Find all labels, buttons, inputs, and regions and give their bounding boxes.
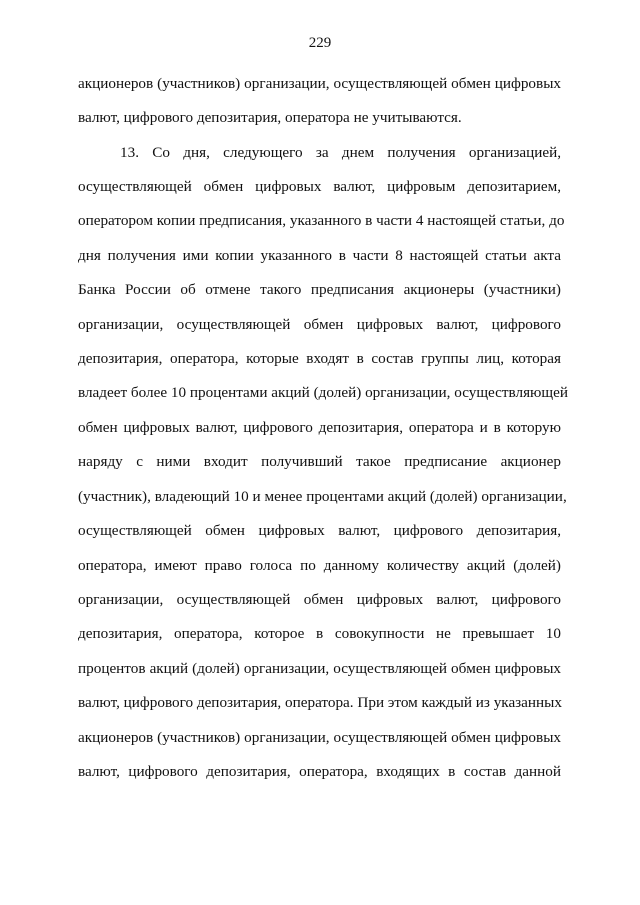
text-line: оператора, имеют право голоса по данному количеству акций (долей) [78, 557, 561, 574]
text-line: дня получения ими копии указанного в части 8 настоящей статьи акта [78, 247, 561, 264]
text-line: валют, цифрового депозитария, оператора, входящих в состав данной [78, 763, 561, 780]
text-line: акционеров (участников) организации, осуществляющей обмен цифровых [78, 75, 561, 92]
text-line: обмен цифровых валют, цифрового депозитария, оператора и в которую [78, 419, 561, 436]
page-number: 229 [308, 35, 332, 51]
text-line: наряду с ними входит получивший такое предписание акционер [78, 453, 561, 470]
text-line: депозитария, оператора, которое в совокупности не превышает 10 [78, 625, 561, 642]
text-line: организации, осуществляющей обмен цифровых валют, цифрового [78, 316, 561, 333]
text-line: организации, осуществляющей обмен цифровых валют, цифрового [78, 591, 561, 608]
text-line: процентов акций (долей) организации, осуществляющей обмен цифровых [78, 660, 561, 677]
text-line: валют, цифрового депозитария, оператора. При этом каждый из указанных [78, 694, 562, 711]
text-line: валют, цифрового депозитария, оператора не учитываются. [78, 109, 462, 126]
text-line: (участник), владеющий 10 и менее процентами акций (долей) организации, [78, 488, 567, 505]
text-line: акционеров (участников) организации, осуществляющей обмен цифровых [78, 729, 561, 746]
text-line: осуществляющей обмен цифровых валют, цифрового депозитария, [78, 522, 561, 539]
text-line: 13. Со дня, следующего за днем получения организацией, [120, 144, 561, 161]
text-line: Банка России об отмене такого предписания акционеры (участники) [78, 281, 561, 298]
text-line: депозитария, оператора, которые входят в состав группы лиц, которая [78, 350, 561, 367]
text-line: владеет более 10 процентами акций (долей) организации, осуществляющей [78, 384, 568, 401]
text-line: оператором копии предписания, указанного в части 4 настоящей статьи, до [78, 212, 565, 229]
text-line: осуществляющей обмен цифровых валют, цифровым депозитарием, [78, 178, 561, 195]
